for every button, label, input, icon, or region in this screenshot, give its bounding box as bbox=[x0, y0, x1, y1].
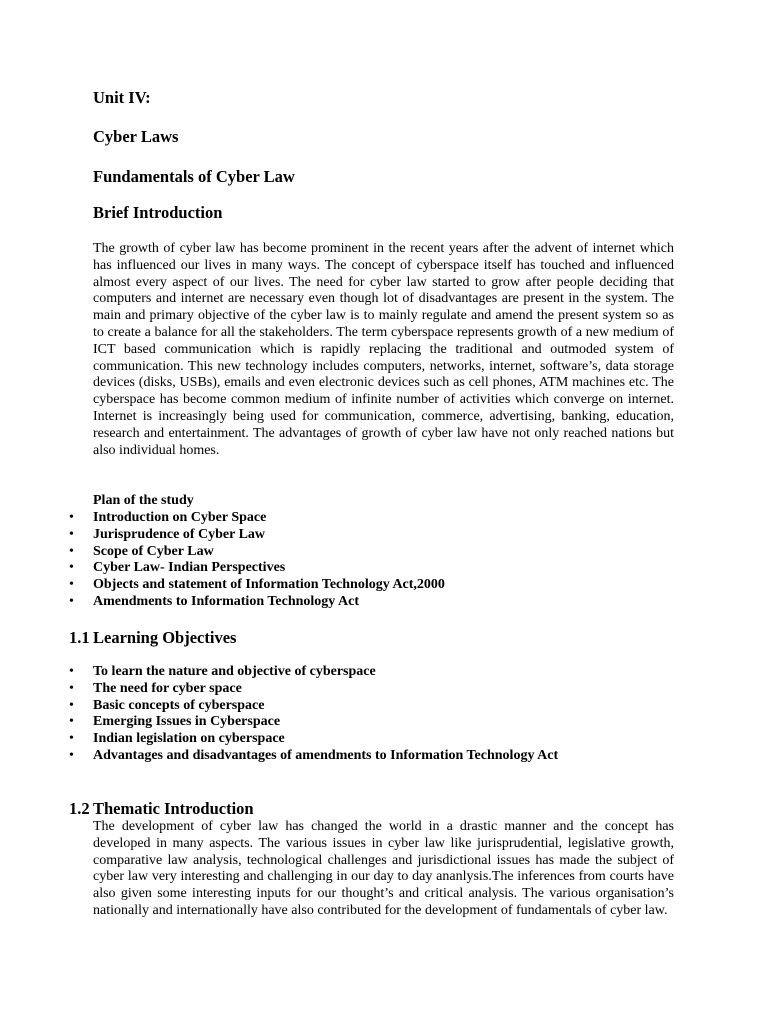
section-title: Thematic Introduction bbox=[93, 799, 254, 818]
chapter-title: Fundamentals of Cyber Law bbox=[93, 167, 295, 186]
list-item: • Emerging Issues in Cyberspace bbox=[69, 714, 281, 730]
bullet-icon: • bbox=[69, 543, 74, 559]
list-item: • Objects and statement of Information Technology Act,2000 bbox=[69, 577, 445, 593]
list-item: • Introduction on Cyber Space bbox=[69, 510, 267, 525]
list-item: • Indian legislation on cyberspace bbox=[69, 731, 285, 747]
section-number: 1.1 bbox=[69, 628, 90, 647]
section-title: Learning Objectives bbox=[93, 628, 237, 647]
list-item: • Advantages and disadvantages of amendments to Information Technology Act bbox=[69, 747, 559, 763]
unit-label: Unit IV: bbox=[93, 88, 151, 107]
bullet-icon: • bbox=[69, 526, 74, 542]
section-1-2-heading bbox=[69, 799, 254, 819]
objectives-list bbox=[0, 664, 558, 765]
plan-list bbox=[0, 510, 445, 611]
intro-paragraph: The growth of cyber law has become prominent in the recent years after the advent of internet which has influenced our lives in many ways. The concept of cyberspace itself has touched and influenced almost every aspect of our lives. The need for cyber law started to grow after people deciding that computers and internet are necessary even though lot of disadvantages are present in the system. The main and primary objective of the cyber law is to mainly regulate and amend the present system so as to create a balance for all the stakeholders. The term cyberspace represents growth of a new medium of ICT based communication which is rapidly replacing the traditional and outmoded system of communication. This new technology includes computers, networks, internet, software’s, data storage devices (disks, USBs), emails and even electronic devices such as cell phones, ATM machines etc. The cyberspace has become common medium of infinite number of activities which converge on internet. Internet is increasingly being used for communication, commerce, advertising, banking, education, research and entertainment. The advantages of growth of cyber law have not only reached nations but also individual homes. bbox=[93, 241, 674, 458]
section-number: 1.2 bbox=[69, 799, 90, 818]
list-item: • Cyber Law- Indian Perspectives bbox=[69, 560, 286, 576]
bullet-icon: • bbox=[69, 697, 74, 713]
list-item: • Basic concepts of cyberspace bbox=[69, 697, 265, 713]
bullet-icon: • bbox=[69, 714, 74, 730]
bullet-icon: • bbox=[69, 560, 74, 576]
list-item: • To learn the nature and objective of cyberspace bbox=[69, 664, 376, 679]
bullet-icon: • bbox=[69, 747, 74, 763]
intro-heading: Brief Introduction bbox=[93, 203, 223, 222]
bullet-icon: • bbox=[69, 510, 74, 525]
thematic-paragraph: The development of cyber law has changed the world in a drastic manner and the concept has developed in many aspects. The various issues in cyber law like jurisprudential, legislative growth, comparative law analysis, technological challenges and jurisdictional issues has made the subject of cyber law very interesting and challenging in our day to day ananlysis.The inferences from courts have also given some interesting inputs for our thought’s and critical analysis. The various organisation’s nationally and internationally have also contributed for the development of fundamentals of cyber law. bbox=[93, 819, 674, 918]
bullet-icon: • bbox=[69, 593, 74, 609]
section-1-1-heading bbox=[69, 628, 236, 648]
list-item: • Amendments to Information Technology Act bbox=[69, 593, 360, 609]
bullet-icon: • bbox=[69, 680, 74, 696]
bullet-icon: • bbox=[69, 664, 74, 679]
bullet-icon: • bbox=[69, 577, 74, 593]
unit-title: Cyber Laws bbox=[93, 127, 179, 146]
list-item: • Jurisprudence of Cyber Law bbox=[69, 526, 266, 542]
plan-title: Plan of the study bbox=[93, 493, 194, 508]
list-item: • The need for cyber space bbox=[69, 680, 242, 696]
list-item: • Scope of Cyber Law bbox=[69, 543, 214, 559]
bullet-icon: • bbox=[69, 731, 74, 747]
